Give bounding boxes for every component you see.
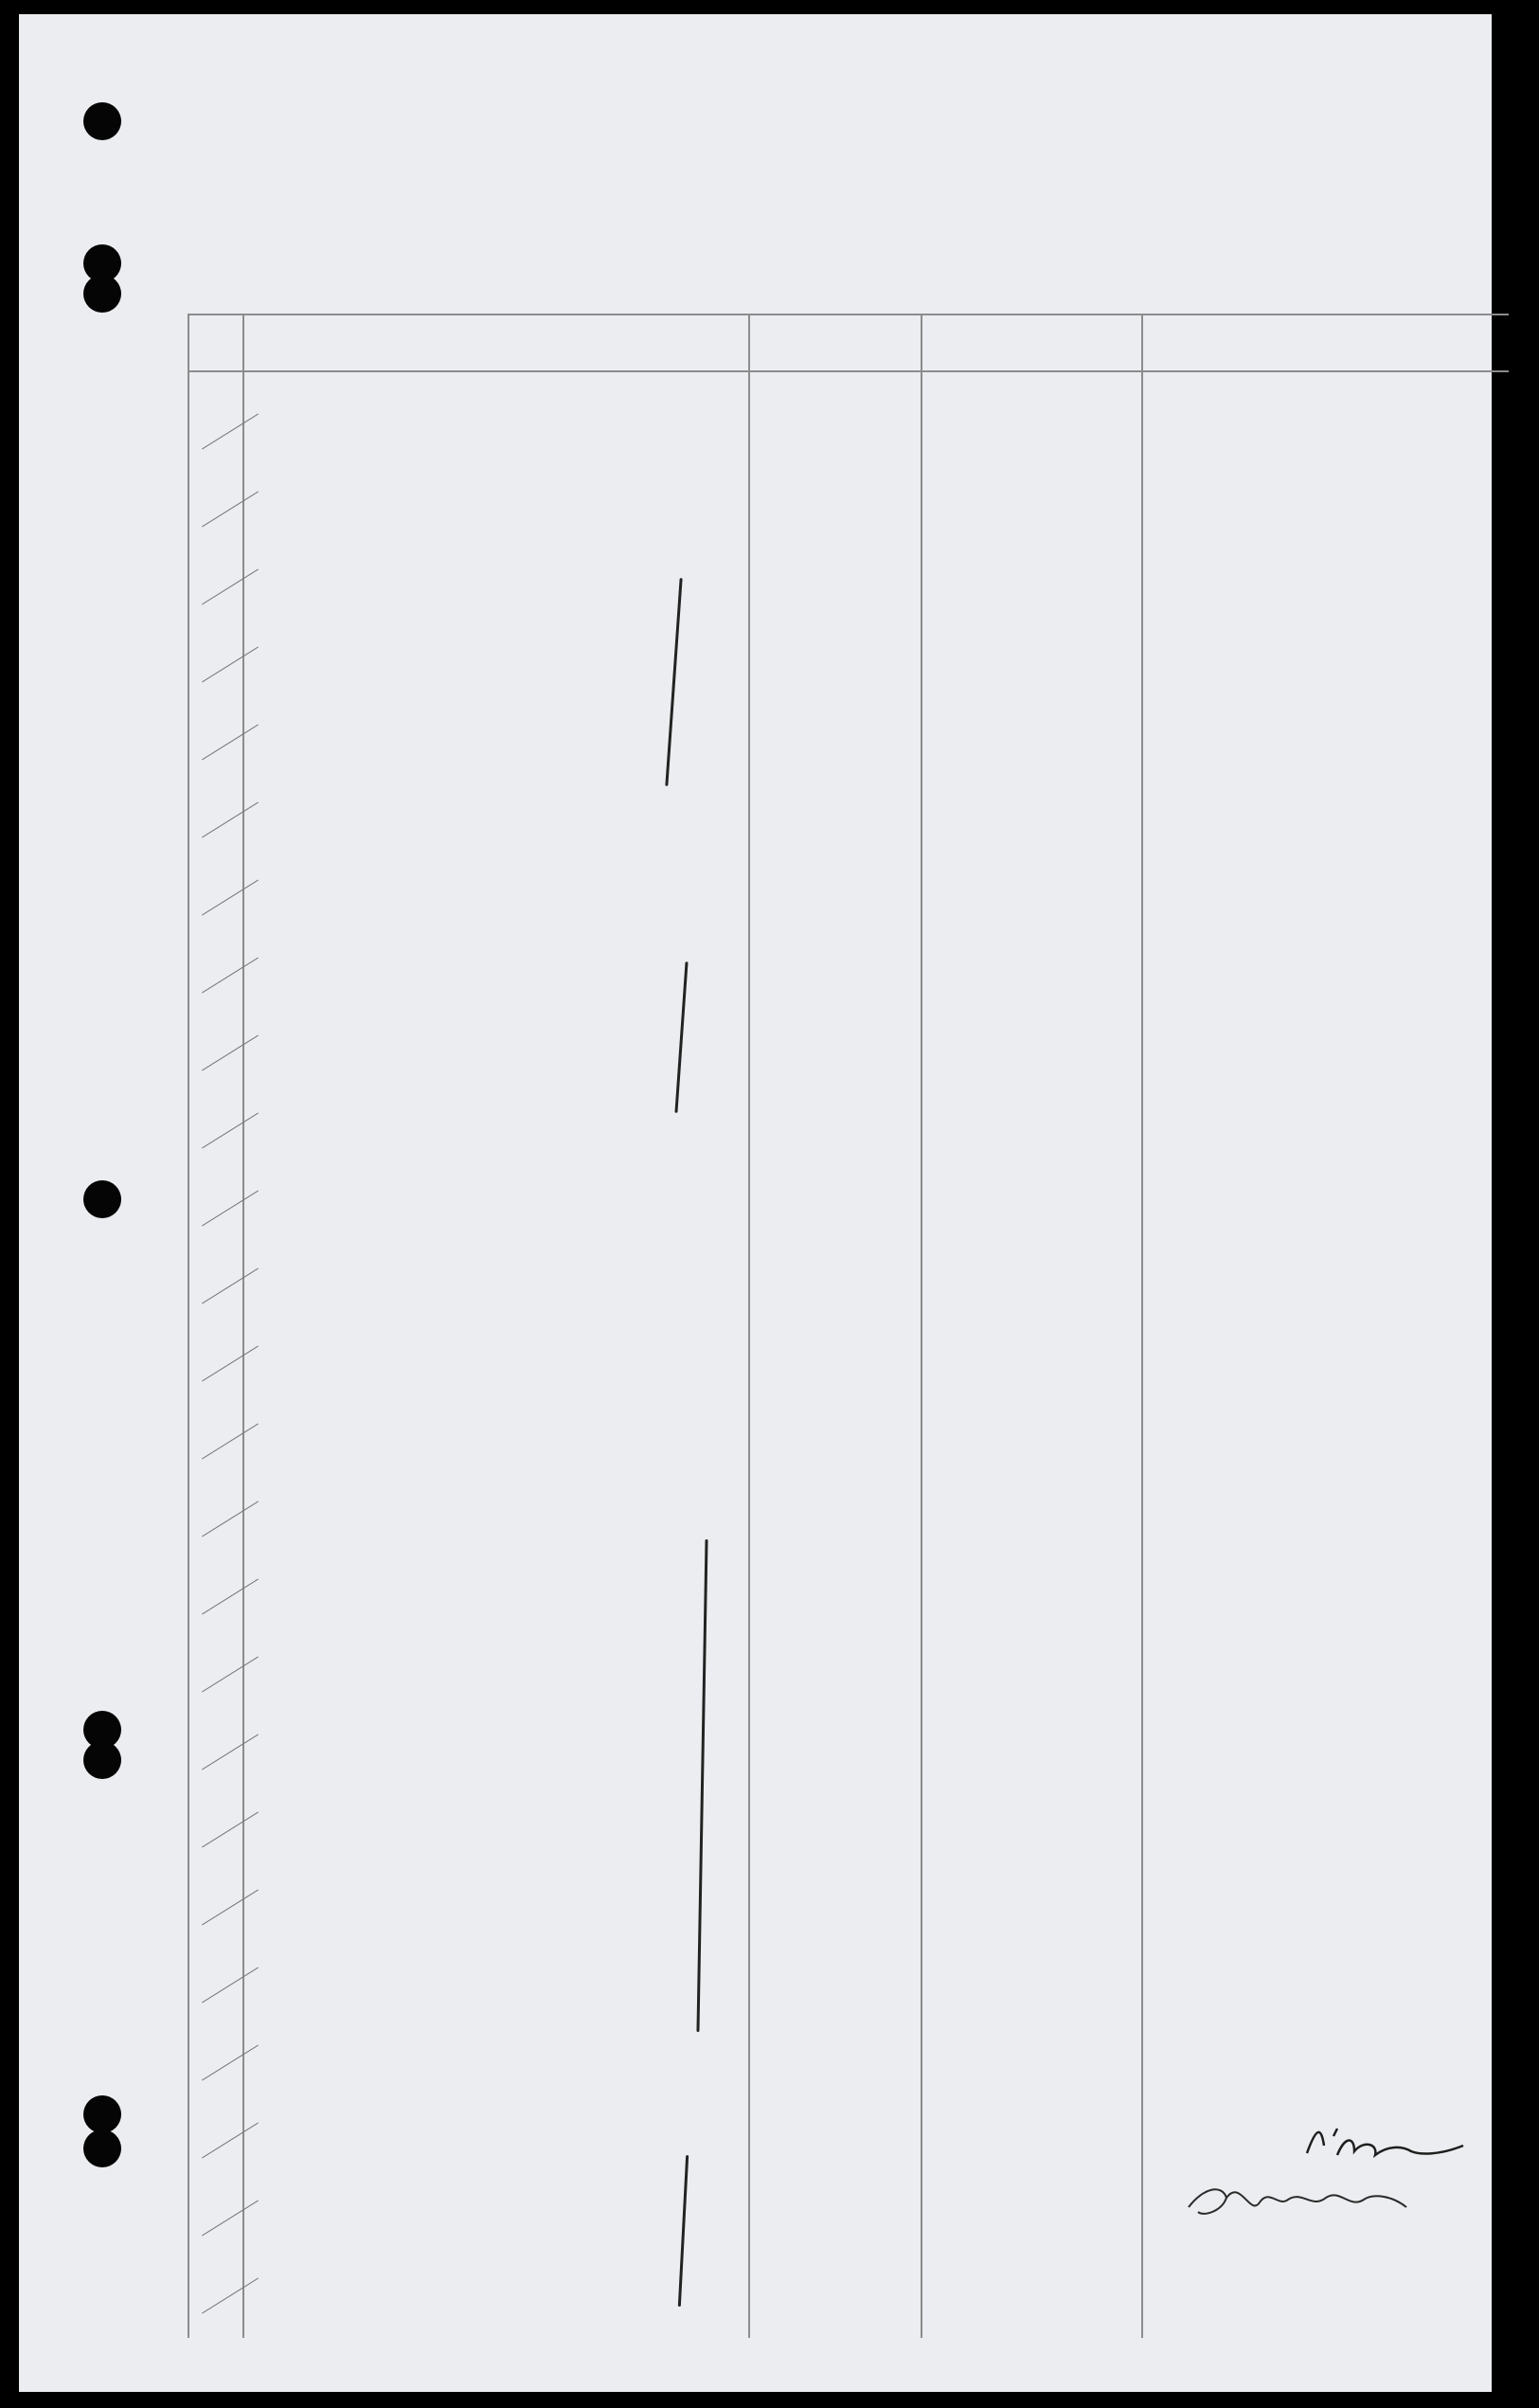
- table-row: [19, 1878, 1492, 1956]
- table-row: [19, 1956, 1492, 2034]
- table-row: [19, 1335, 1492, 1412]
- table-row: [19, 1257, 1492, 1335]
- binder-hole: [83, 1180, 121, 1218]
- table-row: [19, 558, 1492, 636]
- table-row: [19, 480, 1492, 558]
- table-row: [19, 2034, 1492, 2111]
- table-row: [19, 1801, 1492, 1878]
- table-row: [19, 869, 1492, 946]
- table-top-rule: [188, 314, 1509, 315]
- table-row: [19, 1645, 1492, 1723]
- table-row: [19, 1412, 1492, 1490]
- inspector-signature: [1184, 2169, 1430, 2226]
- table-row: [19, 946, 1492, 1024]
- table-row: [19, 636, 1492, 713]
- binder-hole: [83, 102, 121, 140]
- table-row: [19, 1102, 1492, 1179]
- table-header-rule: [188, 370, 1509, 372]
- table-row: [19, 2267, 1492, 2345]
- table-row: [19, 403, 1492, 480]
- binder-hole: [83, 2129, 121, 2167]
- binder-hole: [83, 1741, 121, 1779]
- table-row: [19, 791, 1492, 869]
- table-row: [19, 1568, 1492, 1645]
- table-row: [19, 1490, 1492, 1568]
- table-row: [19, 1024, 1492, 1102]
- table-row: [19, 1179, 1492, 1257]
- binder-hole: [83, 275, 121, 313]
- signature-mark: [1184, 2169, 1430, 2226]
- manifest-sheet: [19, 14, 1492, 2392]
- table-row: [19, 713, 1492, 791]
- table-row: [19, 1723, 1492, 1801]
- binder-hole: [83, 2095, 121, 2133]
